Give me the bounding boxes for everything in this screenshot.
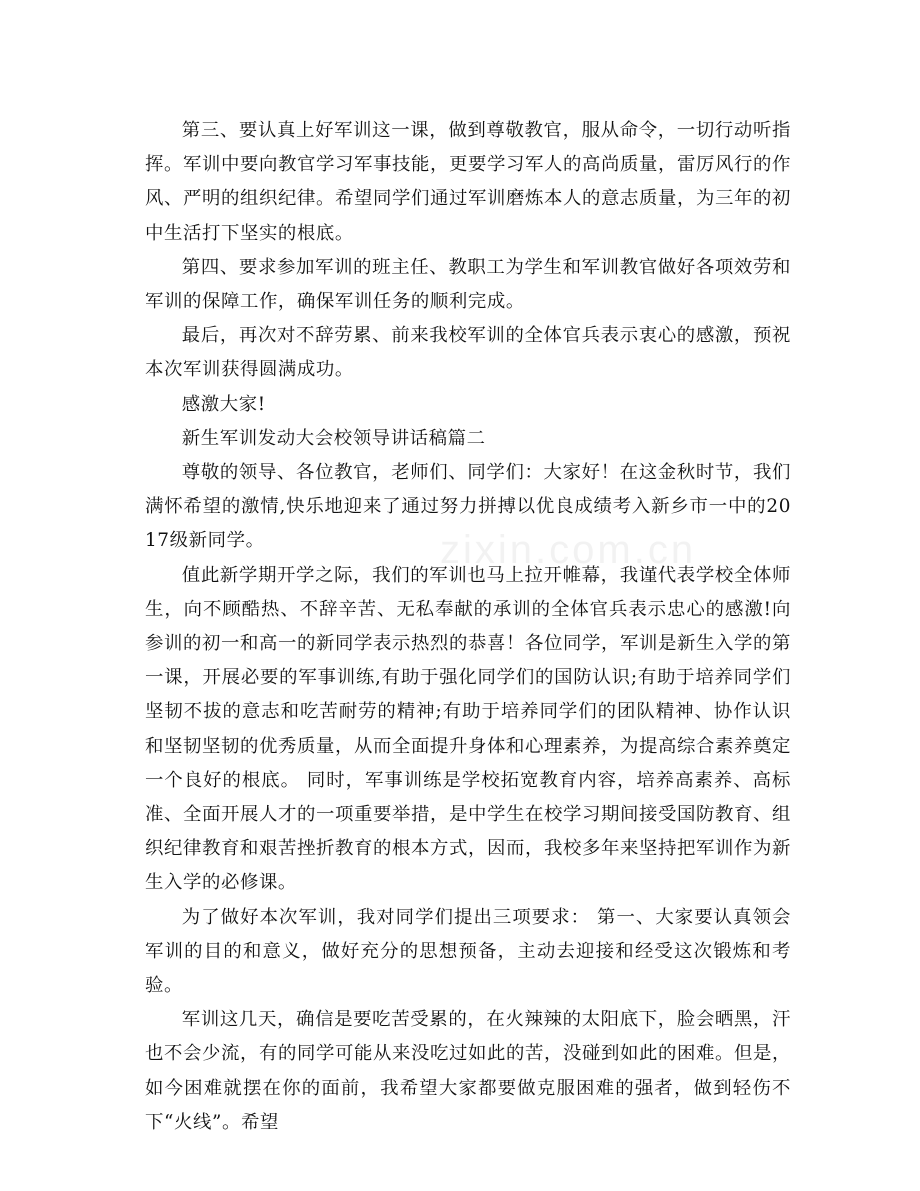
document-body	[145, 114, 791, 1140]
section-heading: 新生军训发动大会校领导讲话稿篇二	[181, 427, 486, 449]
paragraph-military-fourth-requirement: 第四、要求参加军训的班主任、教职工为学生和军训教官做好各项效劳和军训的保障工作，确保军训任务的顺利完成。	[145, 256, 791, 313]
paragraph-thank-everyone: 感激大家!	[181, 393, 266, 415]
paragraph-three-requirements: 为了做好本次军训，我对同学们提出三项要求： 第一、大家要认真领会军训的目的和意义，做好充分的思想预备，主动去迎接和经受这次锻炼和考验。	[145, 906, 791, 997]
paragraph-training-purpose: 值此新学期开学之际，我们的军训也马上拉开帷幕，我谨代表学校全体师生，向不顾酷热、不辞辛苦、无私奉献的承训的全体官兵表示忠心的感激!向参训的初一和高一的新同学表示热烈的恭喜！各位同学，军训是新生入学的第一课，开展必要的军事训练,有助于强化同学们的国防认识;有助于培养同学们坚韧不拔的意志和吃苦耐劳的精神;有助于培养同学们的团队精神、协作认识和坚韧坚韧的优秀质量，从而全面提升身体和心理素养，为提高综合素养奠定一个良好的根底。 同时，军事训练是学校拓宽教育内容，培养高素养、高标准、全面开展人才的一项重要举措，是中学生在校学习期间接受国防教育、组织纪律教育和艰苦挫折教育的根本方式，因而，我校多年来坚持把军训作为新生入学的必修课。	[145, 564, 791, 894]
paragraph-military-third-requirement: 第三、要认真上好军训这一课，做到尊敬教官，服从命令，一切行动听指挥。军训中要向教官学习军事技能，更要学习军人的高尚质量，雷厉风行的作风、严明的组织纪律。希望同学们通过军训磨炼本人的意志质量，为三年的初中生活打下坚实的根底。	[145, 120, 791, 244]
paragraph-greeting: 尊敬的领导、各位教官，老师们、同学们：大家好！在这金秋时节，我们满怀希望的激情,快乐地迎来了通过努力拼搏以优良成绩考入新乡市一中的2017级新同学。	[145, 462, 791, 552]
site-watermark: zixin.com.cn	[440, 528, 697, 572]
paragraph-hardship: 军训这几天，确信是要吃苦受累的，在火辣辣的太阳底下，脸会晒黑，汗也不会少流，有的同学可能从来没吃过如此的苦，没碰到如此的困难。但是，如今困难就摆在你的面前，我希望大家都要做克服困难的强者，做到轻伤不下“火线”。希望	[145, 1009, 791, 1133]
paragraph-closing-thanks: 最后，再次对不辞劳累、前来我校军训的全体官兵表示衷心的感激，预祝本次军训获得圆满成功。	[145, 325, 791, 381]
